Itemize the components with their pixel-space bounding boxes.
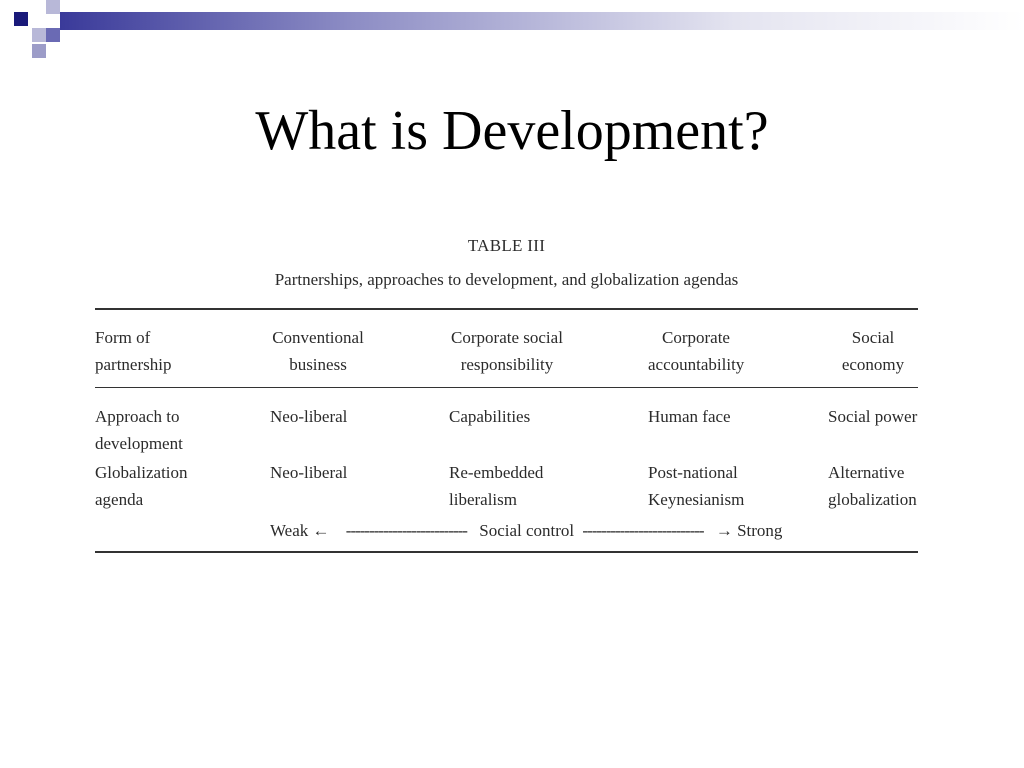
column-header-line: Corporate bbox=[662, 328, 730, 347]
column-header-line: Conventional bbox=[272, 328, 364, 347]
row-label-approach bbox=[95, 403, 183, 457]
table-cell-line: liberalism bbox=[449, 490, 517, 509]
table-cell-line: Re-embedded bbox=[449, 463, 544, 482]
table-cell: Neo-liberal bbox=[270, 407, 348, 426]
scale-dashes-right: -------------------------- bbox=[582, 521, 704, 540]
table-cell-line: globalization bbox=[828, 490, 917, 509]
social-control-scale bbox=[270, 519, 782, 543]
scale-weak-label: Weak ← bbox=[270, 521, 330, 540]
table-cell-line: Keynesianism bbox=[648, 490, 745, 509]
table-cell-line: Alternative bbox=[828, 463, 905, 482]
header-row-label-line: Form of bbox=[95, 328, 151, 347]
corner-square-dark bbox=[14, 12, 28, 26]
table-cell: Human face bbox=[648, 407, 731, 426]
column-header-social-economy bbox=[830, 324, 916, 378]
table-bottom-rule bbox=[95, 551, 918, 553]
column-header-corporate-accountability bbox=[648, 324, 744, 378]
table-top-rule bbox=[95, 308, 918, 310]
scale-dashes-left: -------------------------- bbox=[345, 521, 467, 540]
slide-title: What is Development? bbox=[255, 100, 769, 162]
header-gradient-band bbox=[60, 12, 1024, 30]
column-header-line: Corporate social bbox=[451, 328, 563, 347]
header-row-label-line: partnership bbox=[95, 355, 172, 374]
corner-square-light bbox=[32, 44, 46, 58]
column-header-conventional-business bbox=[270, 324, 366, 378]
column-header-line: accountability bbox=[648, 355, 745, 374]
table-cell bbox=[449, 459, 543, 513]
table-cell: Social power bbox=[828, 407, 918, 426]
table-cell bbox=[828, 459, 917, 513]
row-label-line: development bbox=[95, 434, 183, 453]
column-header-line: business bbox=[289, 355, 347, 374]
corner-square-mid bbox=[46, 28, 60, 42]
column-header-line: responsibility bbox=[460, 355, 554, 374]
column-header-line: Social bbox=[851, 328, 895, 347]
row-label-line: Approach to bbox=[95, 407, 180, 426]
table-cell bbox=[648, 459, 744, 513]
column-header-line: economy bbox=[841, 355, 905, 374]
corner-square-light bbox=[32, 28, 46, 42]
row-label-line: Globalization bbox=[95, 463, 188, 482]
table-caption-text: Partnerships, approaches to development, and globalization agendas bbox=[274, 270, 739, 289]
table-header-rule bbox=[95, 387, 918, 388]
corner-decoration bbox=[0, 0, 1024, 64]
scale-strong-label: → Strong bbox=[715, 521, 783, 540]
column-header-csr bbox=[449, 324, 565, 378]
row-label-globalization bbox=[95, 459, 188, 513]
corner-square-light bbox=[46, 0, 60, 14]
table-cell-line: Neo-liberal bbox=[270, 463, 348, 482]
table-cell bbox=[270, 459, 347, 486]
row-label-line: agenda bbox=[95, 490, 144, 509]
scale-middle-label: Social control bbox=[479, 521, 575, 540]
header-row-label bbox=[95, 324, 171, 378]
table-cell-line: Post-national bbox=[648, 463, 738, 482]
table-cell: Capabilities bbox=[449, 407, 531, 426]
table-caption-label: TABLE III bbox=[467, 236, 546, 255]
